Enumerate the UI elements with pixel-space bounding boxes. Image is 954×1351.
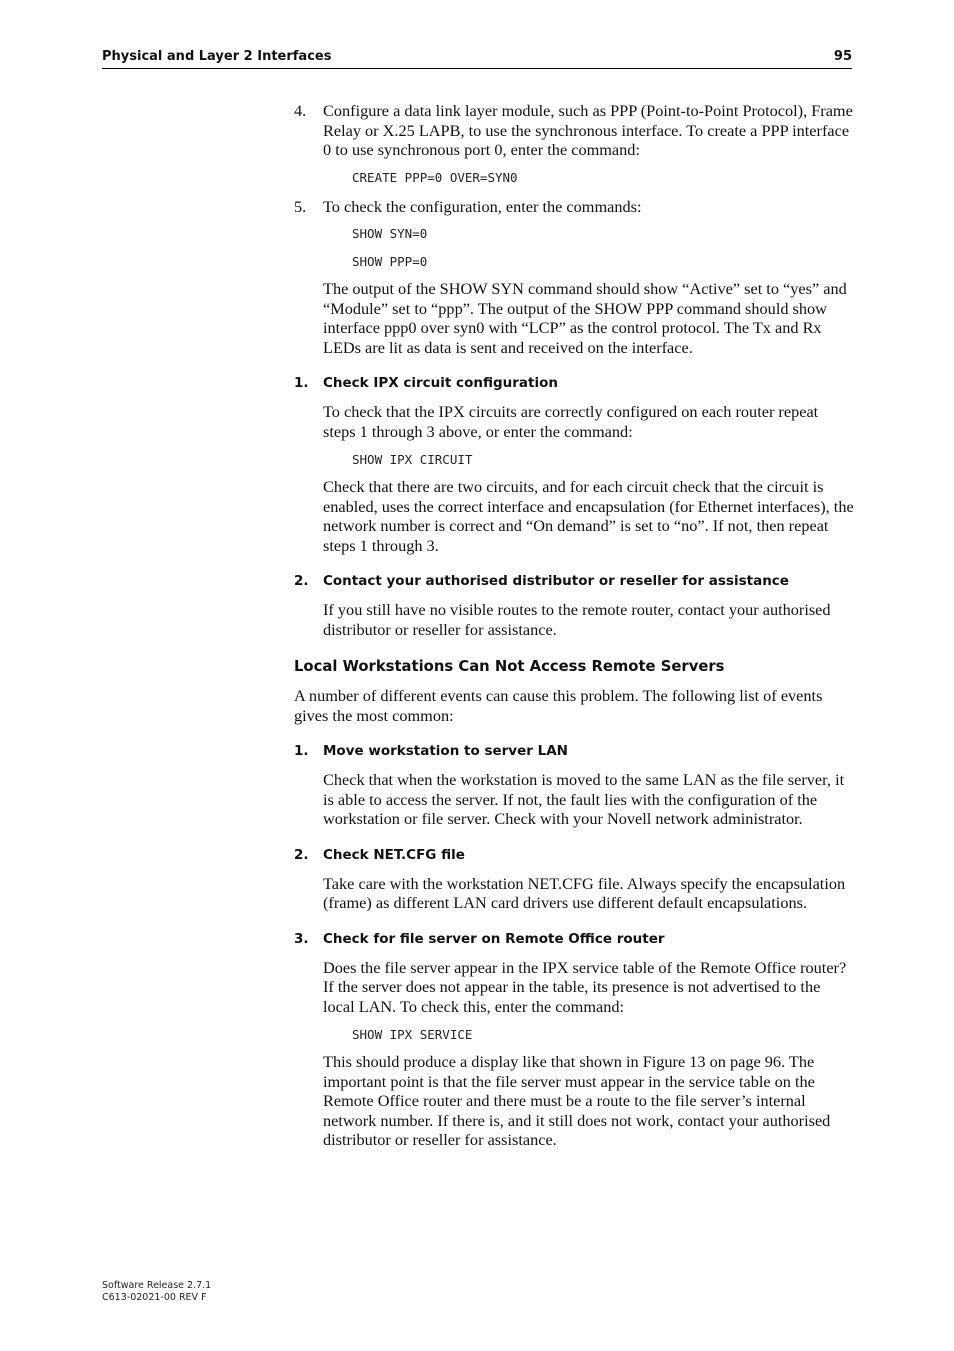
paragraph: Check that there are two circuits, and for each circuit check that the circuit is enabled, uses the correct interface and encapsulation (for Ethernet interfaces), the network number is correct and “On demand” is set to “no”. If not, then repeat steps 1 through 3. [323,477,854,555]
page-footer [102,1280,211,1303]
subheading-title: Contact your authorised distributor or reseller for assistance [323,573,789,589]
step-4 [294,101,854,160]
paragraph: If you still have no visible routes to the remote router, contact your authorised distributor or reseller for assistance. [323,600,831,639]
step-number: 5. [294,196,307,216]
subheading-number: 1. [294,375,309,391]
subheading-title: Check for file server on Remote Office router [323,930,665,947]
subheading-number: 2. [294,573,309,589]
intro-paragraph: A number of different events can cause this problem. The following list of events gives the most common: [294,686,823,725]
command-show-ppp: SHOW PPP=0 [352,254,428,269]
output-paragraph: The output of the SHOW SYN command should show “Active” set to “yes” and “Module” set to “ppp”. The output of the SHOW PPP command should show interface ppp0 over syn0 with “LCP” as the control protocol. The Tx and Rx LEDs are lit as data is sent and received on the interface. [323,279,847,357]
subheading-title: Move workstation to server LAN [323,743,568,759]
page-content [294,101,854,1150]
paragraph: To check that the IPX circuits are correctly configured on each router repeat steps 1 through 3 above, or enter the command: [323,402,819,441]
paragraph: Check that when the workstation is moved to the same LAN as the file server, it is able to access the server. If not, the fault lies with the configuration of the workstation or file server. Check with your Novell network administrator. [323,770,845,828]
step-5 [294,197,854,217]
step-number: 4. [294,101,307,120]
step-text: To check the configuration, enter the commands: [323,196,642,216]
subheading-title: Check NET.CFG file [323,846,465,863]
subheading-move-workstation [294,743,854,760]
page-number: 95 [833,49,852,64]
subheading-check-ipx-circuit [294,375,854,392]
step-text: Configure a data link layer module, such as PPP (Point-to-Point Protocol), Frame Relay or X.25 LAPB, to use the synchronous interface. To create a PPP interface 0 to use synchronous port 0, enter the command: [323,101,853,159]
paragraph: This should produce a display like that shown in Figure 13 on page 96. The important point is that the file server must appear in the service table on the Remote Office router and there must be a route to the file server’s internal network number. If there is, and it still does not work, contact your authorised distributor or reseller for assistance. [323,1052,831,1149]
page-header [102,47,852,69]
software-release: Software Release 2.7.1 [102,1280,212,1291]
command-create-ppp: CREATE PPP=0 OVER=SYN0 [352,169,518,185]
subheading-contact-distributor [294,573,854,590]
document-number: C613-02021-00 REV F [102,1291,207,1303]
subheading-check-file-server [294,931,854,948]
subheading-check-net-cfg [294,847,854,864]
paragraph: Does the file server appear in the IPX service table of the Remote Office router? If the server does not appear in the table, its presence is not advertised to the local LAN. To check this, enter the command: [323,957,847,1016]
command-show-ipx-service: SHOW IPX SERVICE [352,1027,473,1042]
header-title: Physical and Layer 2 Interfaces [102,49,332,64]
subheading-number: 1. [294,743,309,759]
command-show-syn: SHOW SYN=0 [352,226,428,241]
subheading-title: Check IPX circuit configuration [323,375,558,391]
subheading-number: 3. [294,930,309,947]
subheading-number: 2. [294,846,309,863]
command-show-ipx-circuit: SHOW IPX CIRCUIT [352,452,473,467]
paragraph: Take care with the workstation NET.CFG file. Always specify the encapsulation (frame) as different LAN card drivers use different default encapsulations. [323,873,846,912]
section-heading: Local Workstations Can Not Access Remote Servers [294,658,725,675]
